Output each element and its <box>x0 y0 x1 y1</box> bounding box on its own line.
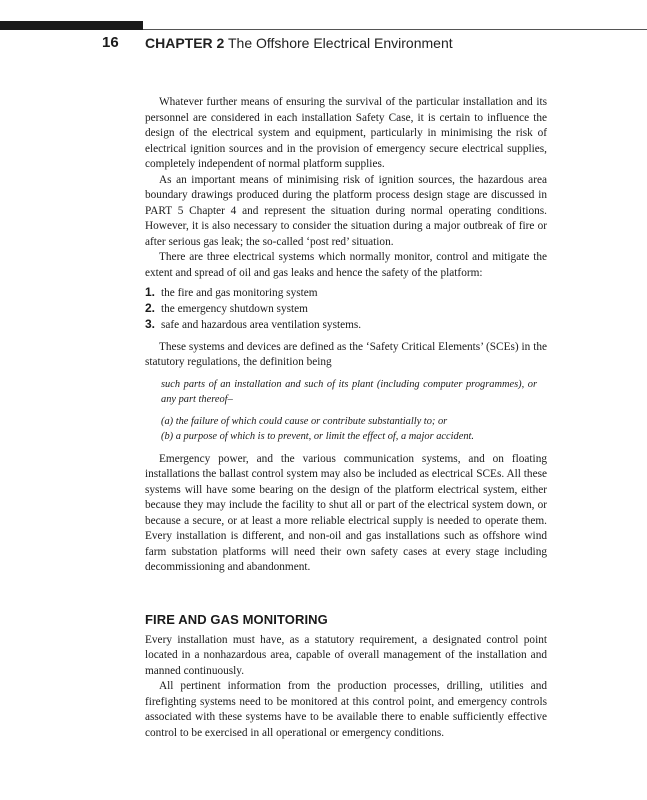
paragraph-3: There are three electrical systems which normally monitor, control and mitigate the extent and spread of oil and gas leaks and hence the safety of the platform: <box>145 251 547 279</box>
definition-item-b: (b) a purpose of which is to prevent, or limit the effect of, a major accident. <box>161 430 475 442</box>
list-item <box>145 285 547 301</box>
definition-item-a: (a) the failure of which could cause or contribute substantially to; or <box>161 415 448 427</box>
list-item <box>145 317 547 333</box>
list-text: the emergency shutdown system <box>161 303 308 316</box>
header-bar <box>0 21 143 30</box>
paragraph-5: Emergency power, and the various communication systems, and on floating installations the ballast control system may also be included as electrical SCEs. All these systems will have some bearing on the design of the platform electrical system, either because they may include the facility to shut all or part of the electrical system down, or because a secure, or at least a more reliable electrical supply is needed to operate them. Every installation is different, and non-oil and gas installations such as offshore wind farm substation platforms will need their own safety cases at every stage including decommissioning and abandonment. <box>145 452 547 574</box>
section-paragraph-1: Every installation must have, as a statutory requirement, a designated control point located in a nonhazardous area, capable of overall management of the installation and manned continuously. <box>145 633 547 677</box>
page-content <box>145 95 547 741</box>
list-number: 2. <box>145 301 156 316</box>
running-head <box>145 35 453 51</box>
page-number: 16 <box>102 34 119 51</box>
paragraph-2: As an important means of minimising risk of ignition sources, the hazardous area boundary drawings produced during the platform process design stage are discussed in PART 5 Chapter 4 and represent the situation during normal operating conditions. However, it is also necessary to consider the situation during a major outbreak of fire or after serious gas leak; the so-called ‘post red’ situation. <box>145 173 547 248</box>
systems-list <box>145 285 547 334</box>
list-text: the fire and gas monitoring system <box>161 287 318 299</box>
paragraph-1: Whatever further means of ensuring the survival of the particular installation and its personnel are considered in each installation Safety Case, it is certain to influence the design of the electrical system and equipment, particularly in minimising the risk of electrical ignition sources and in the provision of emergency secure electrical supplies, completely independent of normal platform supplies. <box>145 96 547 170</box>
section-heading: FIRE AND GAS MONITORING <box>145 611 328 627</box>
definition-quote: such parts of an installation and such of its plant (including computer programmes), or any part thereof– <box>161 378 537 405</box>
header-rule <box>143 29 647 30</box>
chapter-title: The Offshore Electrical Environment <box>228 35 453 51</box>
list-text: safe and hazardous area ventilation systems. <box>161 319 362 332</box>
list-number: 3. <box>145 317 156 332</box>
spacer <box>145 407 547 414</box>
chapter-label: CHAPTER 2 <box>145 35 225 51</box>
paragraph-4: These systems and devices are defined as the ‘Safety Critical Elements’ (SCEs) in the statutory regulations, the definition being <box>145 340 547 369</box>
list-item <box>145 301 547 317</box>
section-paragraph-2: All pertinent information from the production processes, drilling, utilities and firefighting systems need to be monitored at this control point, and emergency controls associated with these systems have to be available there to enable sufficiently effective control to be exercised in all operational or emergency conditions. <box>145 680 547 739</box>
spacer <box>145 444 547 452</box>
list-number: 1. <box>145 285 156 299</box>
